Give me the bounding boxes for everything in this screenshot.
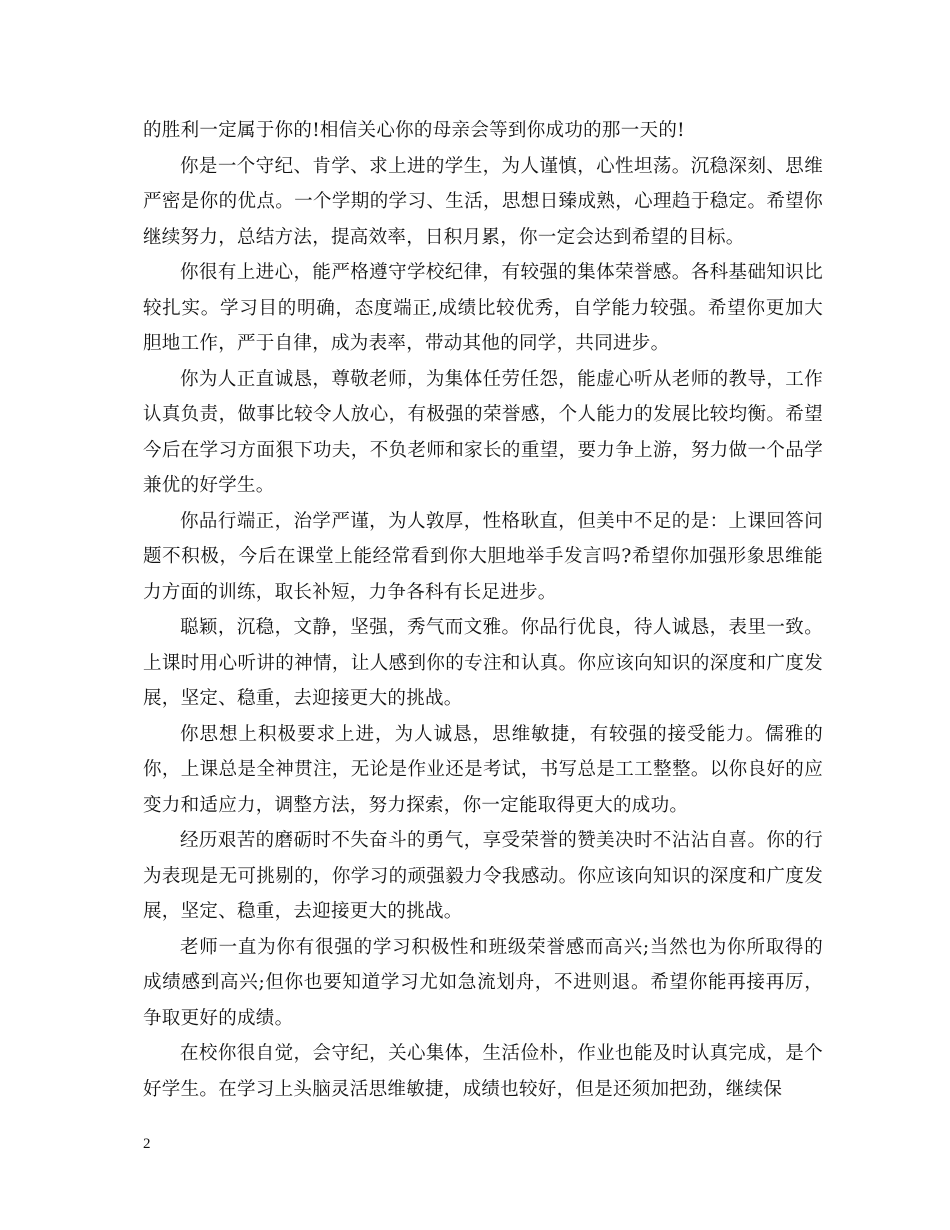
document-body (143, 113, 823, 1107)
paragraph: 老师一直为你有很强的学习积极性和班级荣誉感而高兴;当然也为你所取得的成绩感到高兴;但你也要知道学习尤如急流划舟，不进则退。希望你能再接再厉，争取更好的成绩。 (143, 936, 823, 1029)
paragraph: 你品行端正，治学严谨，为人敦厚，性格耿直，但美中不足的是：上课回答问题不积极，今后在课堂上能经常看到你大胆地举手发言吗?希望你加强形象思维能力方面的训练，取长补短，力争各科有长足进步。 (143, 510, 823, 603)
paragraph: 聪颖，沉稳，文静，坚强，秀气而文雅。你品行优良，待人诚恳，表里一致。上课时用心听讲的神情，让人感到你的专注和认真。你应该向知识的深度和广度发展，坚定、稳重，去迎接更大的挑战。 (143, 617, 823, 709)
paragraph: 你思想上积极要求上进，为人诚恳，思维敏捷，有较强的接受能力。儒雅的你，上课总是全神贯注，无论是作业还是考试，书写总是工工整整。以你良好的应变力和适应力，调整方法，努力探索，你一定能取得更大的成功。 (143, 723, 823, 816)
paragraph-continuation: 的胜利一定属于你的!相信关心你的母亲会等到你成功的那一天的! (143, 120, 685, 141)
paragraph: 在校你很自觉，会守纪，关心集体，生活俭朴，作业也能及时认真完成，是个好学生。在学习上头脑灵活思维敏捷，成绩也较好，但是还须加把劲，继续保 (143, 1043, 823, 1100)
paragraph: 你很有上进心，能严格遵守学校纪律，有较强的集体荣誉感。各科基础知识比较扎实。学习目的明确，态度端正,成绩比较优秀，自学能力较强。希望你更加大胆地工作，严于自律，成为表率，带动其他的同学，共同进步。 (143, 262, 823, 354)
paragraph: 经历艰苦的磨砺时不失奋斗的勇气，享受荣誉的赞美决时不沾沾自喜。你的行为表现是无可挑剔的，你学习的顽强毅力令我感动。你应该向知识的深度和广度发展，坚定、稳重，去迎接更大的挑战。 (143, 830, 823, 922)
paragraph: 你为人正直诚恳，尊敬老师，为集体任劳任怨，能虚心听从老师的教导，工作认真负责，做事比较令人放心，有极强的荣誉感，个人能力的发展比较均衡。希望今后在学习方面狠下功夫，不负老师和家长的重望，要力争上游，努力做一个品学兼优的好学生。 (143, 368, 823, 496)
page-number: 2 (143, 1136, 151, 1152)
paragraph: 你是一个守纪、肯学、求上进的学生，为人谨慎，心性坦荡。沉稳深刻、思维严密是你的优点。一个学期的学习、生活，思想日臻成熟，心理趋于稳定。希望你继续努力，总结方法，提高效率，日积月累，你一定会达到希望的目标。 (143, 155, 823, 248)
